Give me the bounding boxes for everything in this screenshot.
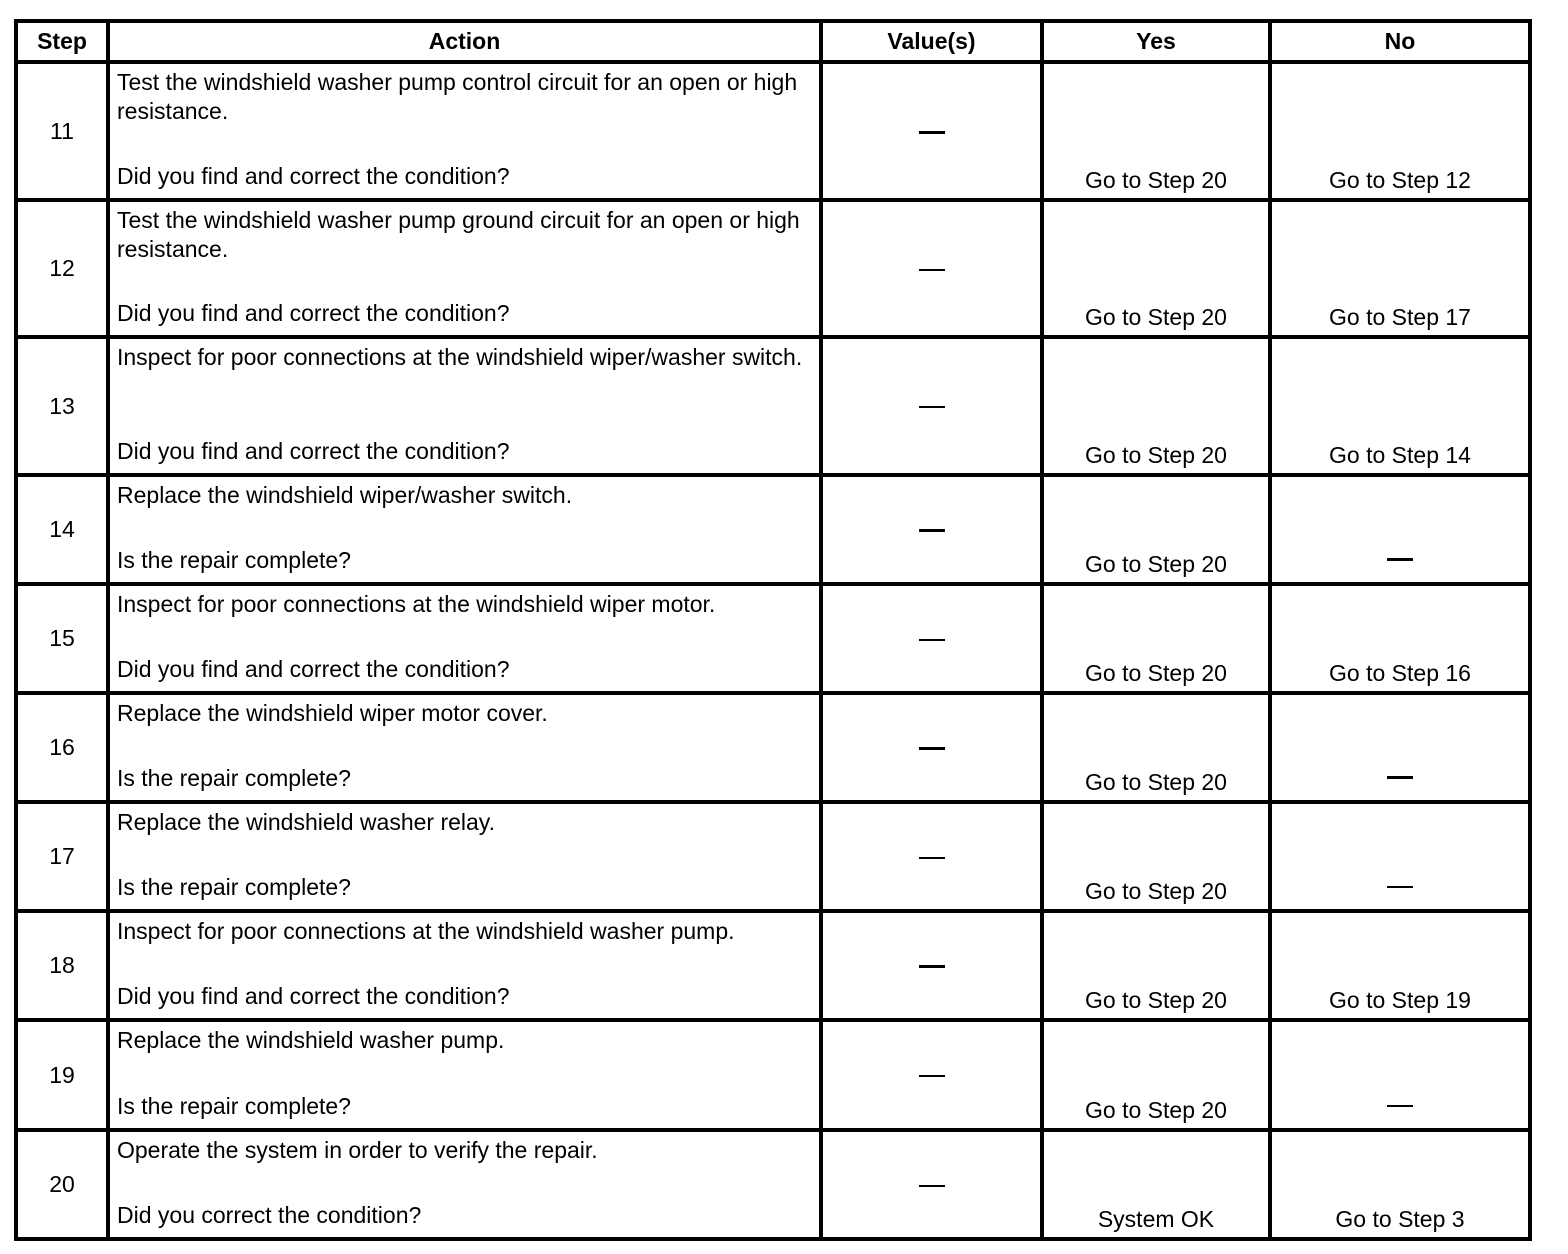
value-dash <box>919 1075 945 1077</box>
no-cell: Go to Step 19 <box>1270 911 1530 1020</box>
value-cell <box>821 1130 1042 1239</box>
action-text: Inspect for poor connections at the windshield wiper motor. <box>117 591 716 617</box>
action-cell <box>108 200 821 337</box>
value-cell <box>821 802 1042 911</box>
value-cell <box>821 1020 1042 1130</box>
no-cell: Go to Step 12 <box>1270 62 1530 200</box>
action-question: Did you correct the condition? <box>117 1202 422 1228</box>
table-row <box>16 475 1530 584</box>
value-cell <box>821 584 1042 693</box>
action-text: Replace the windshield washer relay. <box>117 809 495 835</box>
yes-cell: Go to Step 20 <box>1042 200 1270 337</box>
action-text: Test the windshield washer pump ground circuit for an open or high resistance. <box>117 207 800 262</box>
action-cell <box>108 911 821 1020</box>
step-number: 11 <box>16 62 108 200</box>
action-question: Is the repair complete? <box>117 1093 351 1119</box>
yes-cell: Go to Step 20 <box>1042 337 1270 475</box>
action-text: Replace the windshield wiper/washer switch. <box>117 482 573 508</box>
action-cell <box>108 802 821 911</box>
action-cell <box>108 475 821 584</box>
table-row <box>16 1130 1530 1239</box>
no-cell <box>1270 1020 1530 1130</box>
action-text: Operate the system in order to verify the repair. <box>117 1137 598 1163</box>
action-header: Action <box>108 21 821 62</box>
table-row <box>16 911 1530 1020</box>
action-cell <box>108 693 821 802</box>
action-question: Did you find and correct the condition? <box>117 163 510 189</box>
value-cell <box>821 693 1042 802</box>
value-dash <box>919 639 945 641</box>
table-row <box>16 337 1530 475</box>
value-dash <box>919 857 945 859</box>
step-number: 20 <box>16 1130 108 1239</box>
action-question: Is the repair complete? <box>117 874 351 900</box>
values-header: Value(s) <box>821 21 1042 62</box>
no-cell: Go to Step 16 <box>1270 584 1530 693</box>
table-row <box>16 200 1530 337</box>
action-text: Inspect for poor connections at the windshield washer pump. <box>117 918 735 944</box>
yes-cell: Go to Step 20 <box>1042 584 1270 693</box>
action-question: Is the repair complete? <box>117 765 351 791</box>
diagnostic-table <box>14 19 1532 1241</box>
value-dash <box>919 747 945 750</box>
no-cell: Go to Step 14 <box>1270 337 1530 475</box>
yes-cell: System OK <box>1042 1130 1270 1239</box>
action-question: Is the repair complete? <box>117 547 351 573</box>
action-text: Inspect for poor connections at the windshield wiper/washer switch. <box>117 344 803 370</box>
value-dash <box>919 1185 945 1187</box>
yes-cell: Go to Step 20 <box>1042 693 1270 802</box>
value-dash <box>919 965 945 968</box>
action-question: Did you find and correct the condition? <box>117 656 510 682</box>
action-cell <box>108 62 821 200</box>
value-cell <box>821 337 1042 475</box>
value-cell <box>821 911 1042 1020</box>
action-text: Replace the windshield washer pump. <box>117 1027 505 1053</box>
header-row <box>16 21 1530 62</box>
yes-cell: Go to Step 20 <box>1042 802 1270 911</box>
value-cell <box>821 200 1042 337</box>
no-cell <box>1270 802 1530 911</box>
action-question: Did you find and correct the condition? <box>117 983 510 1009</box>
table-row <box>16 1020 1530 1130</box>
action-question: Did you find and correct the condition? <box>117 438 510 464</box>
yes-cell: Go to Step 20 <box>1042 475 1270 584</box>
step-number: 19 <box>16 1020 108 1130</box>
value-cell <box>821 475 1042 584</box>
yes-header: Yes <box>1042 21 1270 62</box>
value-dash <box>919 529 945 532</box>
action-text: Replace the windshield wiper motor cover. <box>117 700 548 726</box>
value-dash <box>919 406 945 408</box>
table-row <box>16 802 1530 911</box>
yes-cell: Go to Step 20 <box>1042 911 1270 1020</box>
table-row <box>16 62 1530 200</box>
no-cell: Go to Step 17 <box>1270 200 1530 337</box>
step-number: 12 <box>16 200 108 337</box>
action-question: Did you find and correct the condition? <box>117 300 510 326</box>
no-cell: Go to Step 3 <box>1270 1130 1530 1239</box>
action-cell <box>108 337 821 475</box>
no-dash <box>1387 886 1413 888</box>
value-dash <box>919 269 945 271</box>
step-number: 18 <box>16 911 108 1020</box>
no-dash <box>1387 558 1413 561</box>
no-cell <box>1270 475 1530 584</box>
action-cell <box>108 1130 821 1239</box>
step-number: 14 <box>16 475 108 584</box>
yes-cell: Go to Step 20 <box>1042 62 1270 200</box>
step-number: 17 <box>16 802 108 911</box>
table-row <box>16 584 1530 693</box>
step-number: 13 <box>16 337 108 475</box>
table-row <box>16 693 1530 802</box>
yes-cell: Go to Step 20 <box>1042 1020 1270 1130</box>
step-number: 16 <box>16 693 108 802</box>
action-cell <box>108 1020 821 1130</box>
no-header: No <box>1270 21 1530 62</box>
step-header: Step <box>16 21 108 62</box>
action-cell <box>108 584 821 693</box>
no-cell <box>1270 693 1530 802</box>
step-number: 15 <box>16 584 108 693</box>
value-dash <box>919 131 945 134</box>
no-dash <box>1387 776 1413 779</box>
value-cell <box>821 62 1042 200</box>
no-dash <box>1387 1105 1413 1107</box>
action-text: Test the windshield washer pump control circuit for an open or high resistance. <box>117 69 798 124</box>
